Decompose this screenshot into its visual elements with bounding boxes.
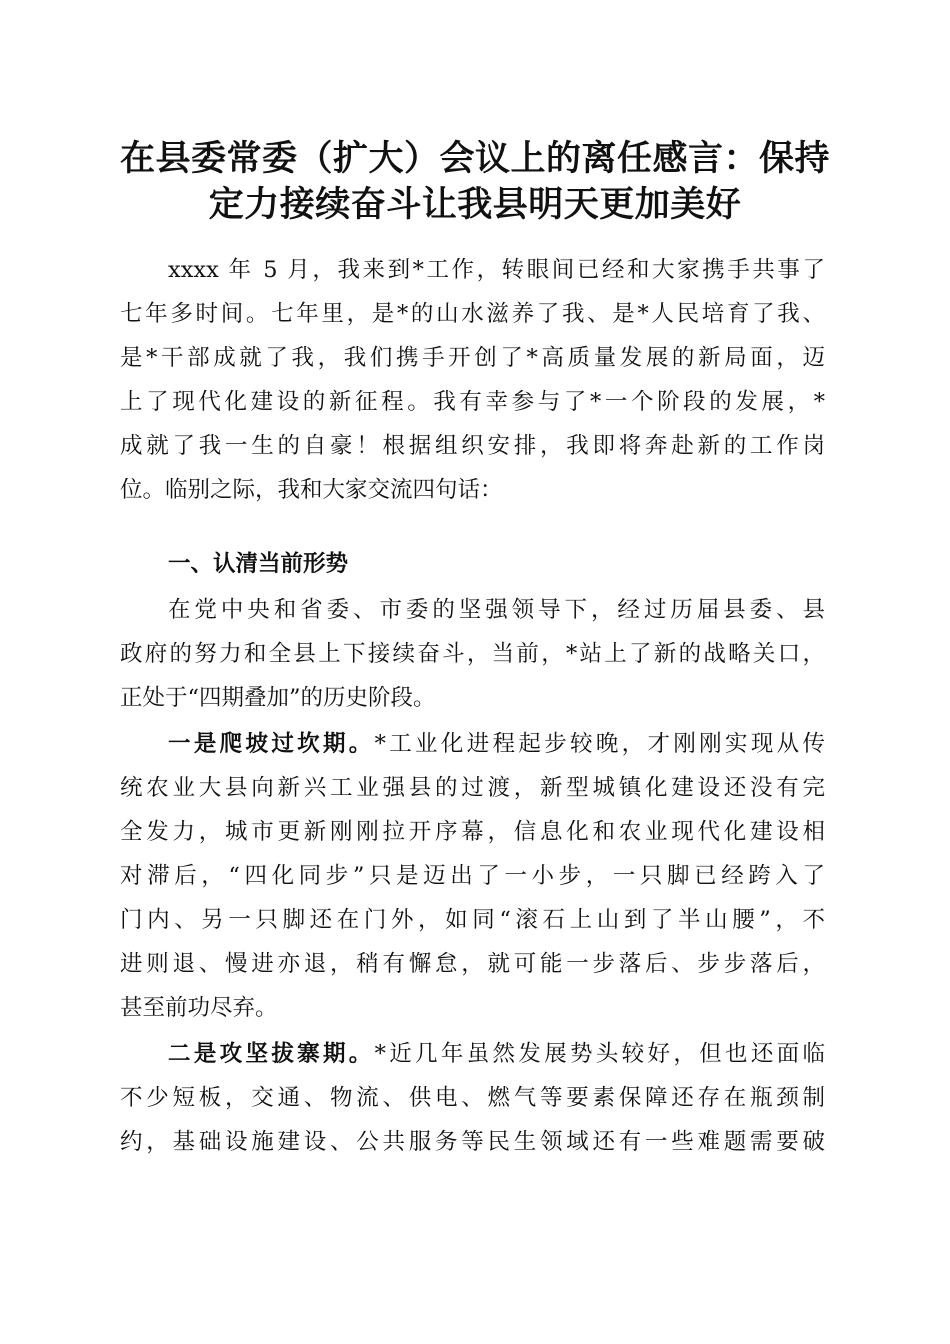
point1-line: 全发力，城市更新刚刚拉开序幕，信息化和农业现代化建设相 bbox=[120, 819, 825, 845]
intro-line: xxxx 年 5 月，我来到*工作，转眼间已经和大家携手共事了 bbox=[168, 257, 825, 283]
section1-line: 政府的努力和全县上下接续奋斗，当前，*站上了新的战略关口， bbox=[120, 641, 825, 667]
section1-line: 正处于“四期叠加”的历史阶段。 bbox=[120, 685, 436, 711]
point1-first-line bbox=[168, 729, 825, 759]
title-line-2: 定力接续奋斗让我县明天更加美好 bbox=[208, 184, 742, 225]
document-title bbox=[100, 136, 850, 228]
intro-line: 是*干部成就了我，我们携手开创了*高质量发展的新局面，迈 bbox=[120, 345, 825, 371]
point2-line: 约，基础设施建设、公共服务等民生领域还有一些难题需要破 bbox=[120, 1129, 825, 1155]
point2-first-rest: *近几年虽然发展势头较好，但也还面临 bbox=[374, 1041, 825, 1067]
point1-line: 甚至前功尽弃。 bbox=[120, 995, 278, 1021]
point1-line: 统农业大县向新兴工业强县的过渡，新型城镇化建设还没有完 bbox=[120, 775, 825, 801]
title-line-1: 在县委常委（扩大）会议上的离任感言：保持 bbox=[119, 138, 830, 179]
point1-line: 门内、另一只脚还在门外，如同“滚石上山到了半山腰”，不 bbox=[120, 907, 825, 933]
intro-line: 上了现代化建设的新征程。我有幸参与了*一个阶段的发展，* bbox=[120, 389, 825, 415]
point1-line: 对滞后，“四化同步”只是迈出了一小步，一只脚已经跨入了 bbox=[120, 863, 825, 889]
point1-first-rest: *工业化进程起步较晚，才刚刚实现从传 bbox=[374, 731, 825, 757]
point2-lead: 二是攻坚拔寨期。 bbox=[168, 1041, 375, 1067]
section-heading: 一、认清当前形势 bbox=[168, 551, 349, 577]
point1-line: 进则退、慢进亦退，稍有懈怠，就可能一步落后、步步落后， bbox=[120, 951, 825, 977]
intro-line: 七年多时间。七年里，是*的山水滋养了我、是*人民培育了我、 bbox=[120, 301, 825, 327]
point2-line: 不少短板，交通、物流、供电、燃气等要素保障还存在瓶颈制 bbox=[120, 1085, 825, 1111]
intro-line: 成就了我一生的自豪！根据组织安排，我即将奔赴新的工作岗 bbox=[120, 433, 825, 459]
point1-lead: 一是爬坡过坎期。 bbox=[168, 731, 375, 757]
point2-first-line bbox=[168, 1039, 825, 1069]
section1-line: 在党中央和省委、市委的坚强领导下，经过历届县委、县 bbox=[168, 597, 825, 623]
intro-line: 位。临别之际，我和大家交流四句话： bbox=[120, 477, 503, 503]
